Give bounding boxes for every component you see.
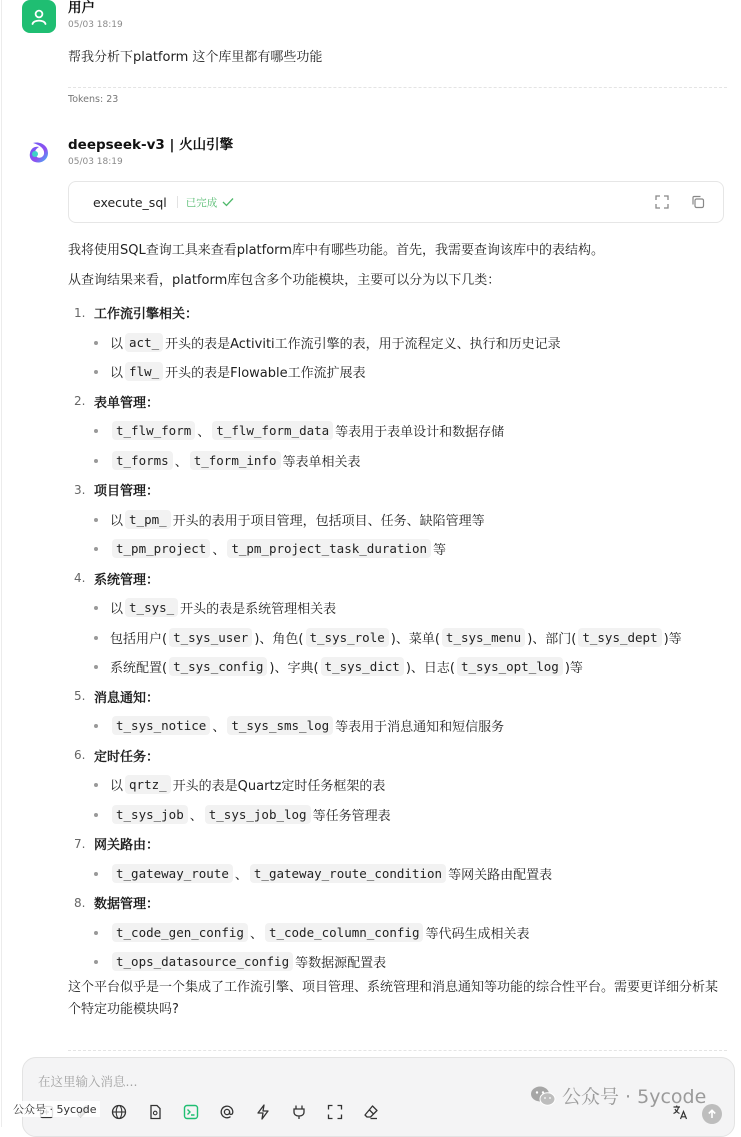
section-title: 8. 数据管理 ： [68, 888, 730, 918]
watermark-text: 公众号 · 5ycode [562, 1086, 707, 1108]
copy-icon[interactable] [691, 195, 705, 209]
list-item [68, 623, 730, 653]
list-item [68, 859, 730, 889]
inline-code: t_sys_opt_log [457, 657, 563, 676]
inline-code: t_form_info [190, 451, 281, 470]
section-title: 6. 定时任务 ： [68, 741, 730, 771]
list-item [68, 770, 730, 800]
inline-code: t_sys_notice [112, 716, 210, 735]
section-bullet-list [68, 505, 730, 564]
function-section [68, 564, 730, 682]
tool-call-separator [177, 196, 178, 208]
list-item-text: 系统配置( [110, 661, 168, 677]
section-number: 1. [74, 305, 86, 320]
section-bullet-list [68, 859, 730, 889]
list-item-text: 开头的表是Flowable工作流扩展表 [165, 366, 366, 382]
list-item-text: 等网关路由配置表 [448, 867, 553, 883]
list-item-text: 以 [110, 366, 124, 382]
section-bullet-list [68, 918, 730, 977]
token-count: Tokens: 23 [68, 94, 119, 105]
inline-code: t_sys_sms_log [227, 716, 333, 735]
section-title-text: 表单管理 [94, 395, 147, 411]
clear-icon[interactable] [361, 1102, 380, 1121]
list-item-text: 开头的表是Quartz定时任务框架的表 [172, 779, 386, 795]
wechat-icon [530, 1085, 556, 1107]
list-item-text: 等代码生成相关表 [425, 926, 530, 942]
list-item-text: 等表单相关表 [282, 454, 361, 470]
list-item-text: 包括用户( [110, 631, 168, 647]
list-item-text: )、角色( [254, 631, 304, 647]
function-section [68, 387, 730, 476]
arrow-up-icon [707, 1109, 717, 1119]
inline-code: t_flw_form_data [212, 421, 333, 440]
inline-code: t_code_column_config [265, 923, 424, 942]
tool-call-status [186, 195, 235, 210]
user-name: 用户 [68, 0, 95, 16]
user-avatar[interactable] [22, 0, 56, 33]
quick-phrase-icon[interactable] [253, 1102, 272, 1121]
section-number: 8. [74, 895, 86, 910]
divider [68, 87, 727, 88]
list-item-text: )等 [564, 661, 583, 677]
inline-code: t_sys_menu [442, 628, 525, 647]
inline-code: t_sys_dict [321, 657, 404, 676]
section-bullet-list [68, 711, 730, 741]
user-message-text: 帮我分析下platform 这个库里都有哪些功能 [68, 50, 323, 65]
section-title: 3. 项目管理 ： [68, 475, 730, 505]
list-item-text: )、菜单( [390, 631, 440, 647]
inline-code: t_gateway_route_condition [250, 864, 446, 883]
section-title-text: 项目管理 [94, 484, 147, 500]
assistant-intro-2: 从查询结果来看，platform库包含多个功能模块，主要可以分为以下几类： [68, 273, 501, 288]
tool-call-name: execute_sql [93, 194, 167, 210]
watermark [530, 1082, 706, 1109]
message-input[interactable]: 在这里输入消息... [38, 1074, 138, 1089]
section-number: 4. [74, 571, 86, 586]
list-item-text: 开头的表是Activiti工作流引擎的表，用于流程定义、执行和历史记录 [165, 336, 561, 352]
section-title-text: 定时任务 [94, 749, 147, 765]
list-item-text: 、 [174, 454, 188, 470]
list-item-text: 开头的表是系统管理相关表 [180, 602, 337, 618]
list-item [68, 652, 730, 682]
list-item-text: 、 [197, 425, 211, 441]
inline-code: t_sys_ [125, 598, 178, 617]
inline-code: t_sys_user [169, 628, 252, 647]
inline-code: t_pm_project_task_duration [227, 539, 431, 558]
expand-icon[interactable] [655, 195, 669, 209]
list-item [68, 357, 730, 387]
function-section [68, 682, 730, 741]
assistant-summary: 这个平台似乎是一个集成了工作流引擎、项目管理、系统管理和消息通知等功能的综合性平台。需要更详细分析某个特定功能模块吗? [68, 979, 719, 1017]
inline-code: t_flw_form [112, 421, 195, 440]
list-item-text: )、部门( [527, 631, 577, 647]
user-message-time: 05/03 18:19 [68, 20, 123, 30]
fullscreen-icon[interactable] [325, 1102, 344, 1121]
section-bullet-list [68, 770, 730, 829]
user-icon [29, 7, 49, 27]
tool-call-card[interactable] [68, 181, 724, 223]
list-item-text: )、日志( [405, 661, 455, 677]
list-item-text: 、 [249, 926, 263, 942]
tool-call-status-text: 已完成 [185, 196, 218, 209]
list-item-text: )等 [663, 631, 682, 647]
inline-code: act_ [125, 333, 163, 352]
list-item [68, 328, 730, 358]
knowledge-base-icon[interactable] [145, 1102, 164, 1121]
inline-code: t_forms [112, 451, 173, 470]
list-item [68, 711, 730, 741]
section-number: 2. [74, 394, 86, 409]
list-item-text: 以 [110, 336, 124, 352]
inline-code: flw_ [125, 362, 163, 381]
list-item [68, 446, 730, 476]
list-item-text: 以 [110, 779, 124, 795]
list-item-text: )、字典( [269, 661, 319, 677]
assistant-message-content [68, 240, 730, 1021]
list-item [68, 505, 730, 535]
section-title: 1. 工作流引擎相关 ： [68, 298, 730, 328]
list-item-text: 、 [212, 720, 226, 736]
inline-code: t_sys_job_log [205, 805, 311, 824]
section-title-text: 工作流引擎相关 [94, 307, 186, 323]
list-item-text: 等数据源配置表 [295, 956, 387, 972]
list-item-text: 、 [234, 867, 248, 883]
inline-code: t_sys_config [169, 657, 267, 676]
watermark-small: 公众号 · 5ycode [10, 1101, 100, 1117]
function-section [68, 829, 730, 888]
section-title: 7. 网关路由 ： [68, 829, 730, 859]
left-border [1, 0, 2, 1127]
function-section [68, 475, 730, 564]
list-item-text: 开头的表用于项目管理，包括项目、任务、缺陷管理等 [172, 513, 485, 529]
list-item-text: 等 [433, 543, 447, 559]
function-section-list [68, 298, 730, 977]
section-bullet-list [68, 416, 730, 475]
list-item-text: 、 [212, 543, 226, 559]
list-item-text: 以 [110, 602, 124, 618]
plugin-icon[interactable] [289, 1102, 308, 1121]
section-title-text: 网关路由 [94, 838, 147, 854]
list-item [68, 534, 730, 564]
section-title-text: 系统管理 [94, 572, 147, 588]
model-name: deepseek-v3 | 火山引擎 [68, 137, 234, 153]
section-title-text: 消息通知 [94, 690, 147, 706]
mcp-tools-icon[interactable] [181, 1102, 200, 1121]
assistant-message-time: 05/03 18:19 [68, 157, 123, 167]
section-bullet-list [68, 328, 730, 387]
section-title: 2. 表单管理 ： [68, 387, 730, 417]
list-item-text: 以 [110, 513, 124, 529]
inline-code: t_pm_project [112, 539, 210, 558]
inline-code: t_sys_job [112, 805, 188, 824]
list-item [68, 416, 730, 446]
inline-code: t_sys_dept [578, 628, 661, 647]
inline-code: t_code_gen_config [112, 923, 248, 942]
list-item [68, 918, 730, 948]
section-title-text: 数据管理 [94, 897, 147, 913]
inline-code: t_sys_role [306, 628, 389, 647]
inline-code: t_ops_datasource_config [112, 952, 293, 971]
inline-code: t_pm_ [125, 510, 171, 529]
section-number: 5. [74, 689, 86, 704]
inline-code: qrtz_ [125, 775, 171, 794]
section-number: 7. [74, 836, 86, 851]
divider [68, 1050, 727, 1051]
function-section [68, 888, 730, 977]
section-title: 5. 消息通知 ： [68, 682, 730, 712]
mention-icon[interactable] [217, 1102, 236, 1121]
model-logo-icon[interactable] [24, 137, 54, 167]
list-item [68, 947, 730, 977]
function-section [68, 741, 730, 830]
section-number: 6. [74, 748, 86, 763]
inline-code: t_gateway_route [112, 864, 233, 883]
assistant-intro-1: 我将使用SQL查询工具来查看platform库中有哪些功能。首先，我需要查询该库中的表结构。 [68, 243, 604, 258]
list-item [68, 800, 730, 830]
list-item-text: 等表用于消息通知和短信服务 [335, 720, 505, 736]
web-search-icon[interactable] [109, 1102, 128, 1121]
function-section [68, 298, 730, 387]
list-item [68, 593, 730, 623]
list-item-text: 等表用于表单设计和数据存储 [335, 425, 505, 441]
section-title: 4. 系统管理 ： [68, 564, 730, 594]
check-icon [222, 197, 234, 207]
list-item-text: 、 [189, 808, 203, 824]
section-number: 3. [74, 482, 86, 497]
list-item-text: 等任务管理表 [312, 808, 391, 824]
section-bullet-list [68, 593, 730, 682]
